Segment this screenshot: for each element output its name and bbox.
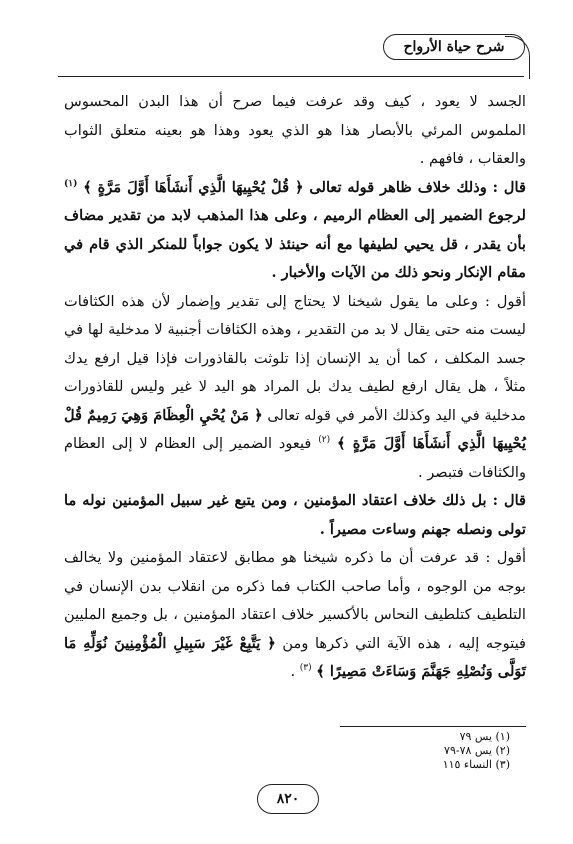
paragraph-4-text: بل ذلك خلاف اعتقاد المؤمنين ، ومن يتبع غير سبيل المؤمنين نوله ما تولى ونصله جهنم وساءت مصيراً . <box>64 492 526 538</box>
running-header: شرح حياة الأرواح <box>383 34 525 60</box>
paragraph-2-rest: لرجوع الضمير إلى العظام الرميم ، وعلى هذا المذهب لابد من تقدير مضاف بأن يقدر ، قل يحيي لطيفها مع أنه حينئذ لا يكون جواباً للمنكر الذي قام في مقام الإنكار ونحو ذلك من الآيات والأخبار . <box>64 207 526 281</box>
footnote-3: (٣) النساء ١١٥ <box>442 758 510 771</box>
paragraph-1: الجسد لا يعود ، كيف وقد عرفت فيما صرح أن هذا البدن المحسوس الملموس المرئي بالأبصار هذا هو الذي يعود وهذا هو بعينه متعلق الثواب والعقاب ، فافهم . <box>64 93 526 167</box>
paragraph-5-text: قد عرفت أن ما ذكره شيخنا هو مطابق لاعتقاد المؤمنين ولا يخالف بوجه من الوجوه ، وأما صاحب الكتاب فما ذكره من انقلاب بدن الإنسان في التلطيف كتلطيف النحاس بالأكسير خلاف اعتقاد المؤمنين ، بل وجميع المليين فيتوجه إليه ، هذه الآية التي ذكرها ومن <box>64 549 526 652</box>
quran-verse: ﴿ يَتَّبِعْ غَيْرَ سَبِيلِ الْمُؤْمِنِينَ نُوَلِّهِ مَا تَوَلَّى وَنُصْلِهِ جَهَنَّمَ وَسَاءَتْ مَصِيرًا ﴾ <box>64 634 526 680</box>
page-number: ٨٢٠ <box>257 784 319 814</box>
paragraph-5 <box>64 544 526 687</box>
quran-verse: ﴿ مَنْ يُحْيِ الْعِظَامَ وَهِيَ رَمِيمٌ قُلْ يُحْيِيهَا الَّذِي أَنشَأَهَا أَوَّلَ مَرَّةٍ ﴾ <box>64 406 527 452</box>
footnote-1: (١) يس ٧٩ <box>459 730 510 743</box>
paragraph-3-rest: فيعود الضمير إلى العظام لا إلى العظام والكثافات فتبصر . <box>64 435 526 481</box>
header-rule <box>58 76 524 77</box>
qal-label: قال : <box>492 492 526 509</box>
quran-verse: ﴿ قُلْ يُحْيِيهَا الَّذِي أَنشَأَهَا أَوَّلَ مَرَّةٍ ﴾ <box>83 178 304 196</box>
footnote-rule <box>340 726 526 727</box>
paragraph-3-text: وعلى ما يقول شيخنا لا يحتاج إلى تقدير وإضمار لأن هذه الكثافات ليست منه حتى يقال لا بد من التقدير ، وهذه الكثافات أجنبية لا مدخلية لها في جسد المكلف ، كما أن يد الإنسان إذا تلوثت بالقاذورات فإذا قيل ارفع يدك مثلاً ، هل يقال ارفع لطيف يدك بل المراد هو اليد لا غير وليس للقاذورات مدخلية في اليد وكذلك الأمر في قوله تعالى <box>64 292 526 424</box>
footnote-2: (٢) يس ٧٨-٧٩ <box>444 744 510 757</box>
footnotes <box>320 730 510 772</box>
main-text <box>64 88 526 687</box>
aqul-label: أقول : <box>485 549 527 566</box>
footnote-marker: (٣) <box>299 663 312 674</box>
paragraph-2-text: وذلك خلاف ظاهر قوله تعالى <box>309 178 487 196</box>
paragraph-4 <box>64 487 526 544</box>
paragraph-3 <box>64 288 526 488</box>
qal-label: قال : <box>492 178 526 196</box>
footnote-marker: (٢) <box>318 435 331 446</box>
aqul-label: أقول : <box>484 292 527 310</box>
footnote-marker: (١) <box>64 178 78 189</box>
paragraph-2 <box>64 174 526 288</box>
paragraph-5-rest: . <box>290 663 296 680</box>
